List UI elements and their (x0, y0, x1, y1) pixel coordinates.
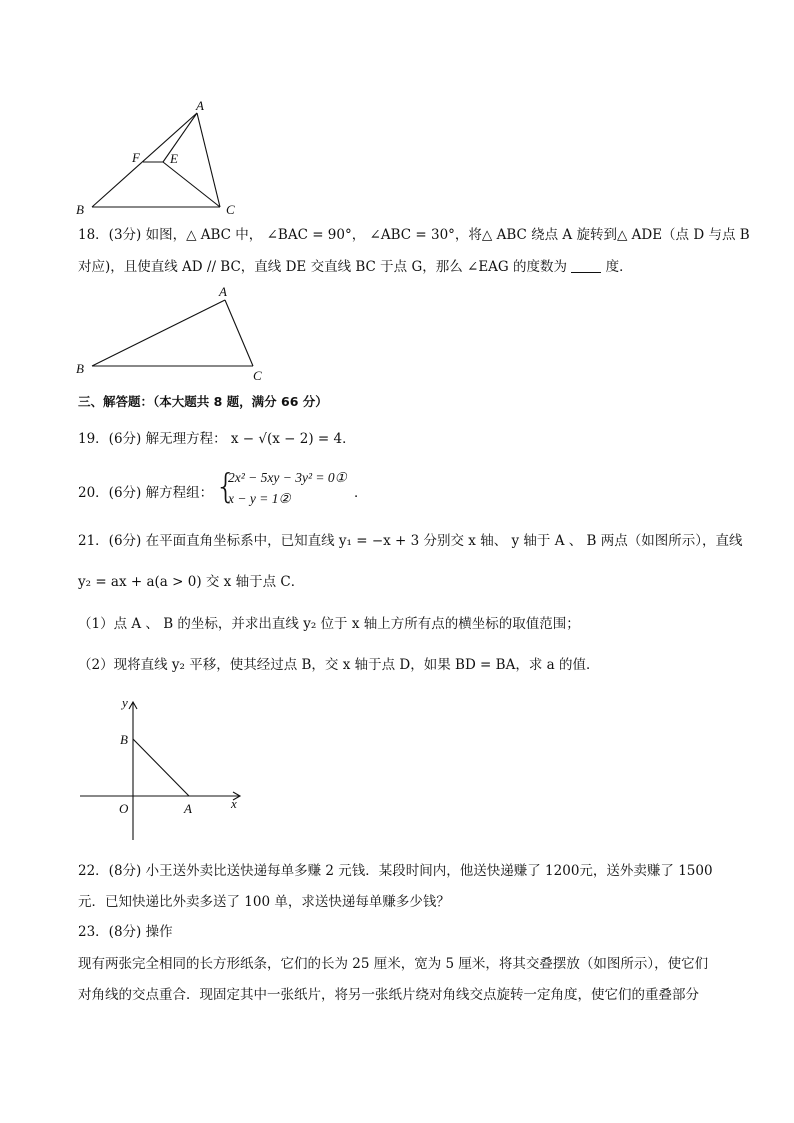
q18-line2 (78, 258, 633, 276)
answer-blank (571, 260, 601, 273)
q21-sub1: （1）点 A 、 B 的坐标，并求出直线 y₂ 位于 x 轴上方所有点的横坐标的取值范围； (78, 616, 580, 632)
q21-line1: 21．(6分) 在平面直角坐标系中，已知直线 y₁ = −x + 3 分别交 x 轴、 y 轴于 A 、 B 两点（如图所示），直线 (78, 533, 743, 549)
q20-eq2: x − y = 1② (228, 491, 291, 506)
label-A: A (219, 284, 227, 299)
q23-line1: 23．(8分) 操作 (78, 924, 173, 940)
label-F: F (132, 150, 140, 165)
q20-eq1: 2x² − 5xy − 3y² = 0① (228, 470, 347, 485)
label-O: O (119, 801, 129, 816)
figure-21-coordinate (70, 690, 260, 845)
q21-sub2: （2）现将直线 y₂ 平移，使其经过点 B，交 x 轴于点 D，如果 BD = BA，求 a 的值． (78, 657, 600, 673)
label-A: A (184, 801, 192, 816)
label-E: E (170, 151, 178, 166)
label-x: x (231, 796, 237, 811)
label-C: C (253, 368, 262, 383)
figure-17-triangle (70, 95, 250, 220)
label-B: B (76, 202, 84, 217)
section-title: 三、解答题：（本大题共 8 题，满分 66 分） (78, 394, 328, 409)
segment-EC (163, 162, 220, 207)
brace: { (215, 467, 237, 507)
label-C: C (226, 202, 235, 217)
q23-line3: 对角线的交点重合．现固定其中一张纸片，将另一张纸片绕对角线交点旋转一定角度，使它们的重叠部分 (78, 987, 699, 1003)
q23-line2: 现有两张完全相同的长方形纸条，它们的长为 25 厘米，宽为 5 厘米，将其交叠摆放（如图所示），使它们 (78, 956, 709, 972)
edge-BA (92, 300, 225, 366)
figure-18-triangle (70, 283, 270, 383)
label-B: B (120, 732, 128, 747)
q20-suffix: ． (354, 485, 368, 501)
edge-BA (92, 113, 197, 207)
q22-line1: 22．(8分) 小王送外卖比送快递每单多赚 2 元钱．某段时间内，他送快递赚了 1200元，送外卖赚了 1500 (78, 863, 713, 879)
edge-AC (225, 300, 253, 366)
q22-line2: 元．已知快递比外卖多送了 100 单，求送快递每单赚多少钱？ (78, 894, 450, 910)
q19: 19．(6分) 解无理方程： x − √(x − 2) = 4． (78, 431, 356, 447)
label-A: A (196, 98, 204, 113)
segment-EA (163, 113, 197, 162)
q18-line1: 18．(3分) 如图，△ ABC 中， ∠BAC = 90°， ∠ABC = 30°，将△ ABC 绕点 A 旋转到△ ADE（点 D 与点 B (78, 227, 750, 243)
q21-line2: y₂ = ax + a(a > 0) 交 x 轴于点 C． (78, 574, 305, 590)
edge-AC (197, 113, 220, 207)
line-AB (133, 739, 189, 796)
label-y: y (122, 695, 128, 710)
label-B: B (76, 361, 84, 376)
q20-prefix: 20．(6分) 解方程组： (78, 485, 214, 501)
q18-line2-text: 对应)，且使直线 AD // BC，直线 DE 交直线 BC 于点 G，那么 ∠EAG 的度数为 (78, 259, 568, 275)
q18-line2-end: 度． (605, 259, 633, 275)
